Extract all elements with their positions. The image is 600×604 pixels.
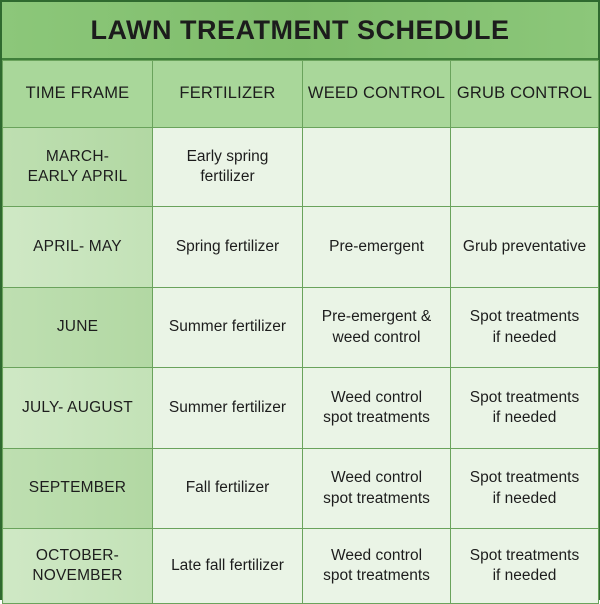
fertilizer-cell: Early spring fertilizer bbox=[153, 128, 303, 207]
weed-control-cell: Weed control spot treatments bbox=[303, 449, 451, 529]
header-row bbox=[3, 61, 599, 128]
weed-control-cell: Pre-emergent & weed control bbox=[303, 288, 451, 368]
fertilizer-cell: Late fall fertilizer bbox=[153, 529, 303, 604]
weed-control-cell: Weed control spot treatments bbox=[303, 529, 451, 604]
time-frame-cell: OCTOBER- NOVEMBER bbox=[3, 529, 153, 604]
table-row bbox=[3, 128, 599, 207]
time-frame-cell: MARCH- EARLY APRIL bbox=[3, 128, 153, 207]
weed-control-cell bbox=[303, 128, 451, 207]
fertilizer-cell: Summer fertilizer bbox=[153, 288, 303, 368]
table-row bbox=[3, 368, 599, 449]
grub-control-cell bbox=[451, 128, 599, 207]
page-title: LAWN TREATMENT SCHEDULE bbox=[2, 2, 598, 60]
time-frame-cell: JULY- AUGUST bbox=[3, 368, 153, 449]
column-header-fertilizer: FERTILIZER bbox=[153, 61, 303, 128]
column-header-grub-control: GRUB CONTROL bbox=[451, 61, 599, 128]
grub-control-cell: Spot treatments if needed bbox=[451, 288, 599, 368]
column-header-weed-control: WEED CONTROL bbox=[303, 61, 451, 128]
table-row bbox=[3, 449, 599, 529]
grub-control-cell: Spot treatments if needed bbox=[451, 368, 599, 449]
schedule-table bbox=[2, 60, 599, 604]
column-header-time-frame: TIME FRAME bbox=[3, 61, 153, 128]
time-frame-cell: SEPTEMBER bbox=[3, 449, 153, 529]
time-frame-cell: APRIL- MAY bbox=[3, 207, 153, 288]
fertilizer-cell: Summer fertilizer bbox=[153, 368, 303, 449]
grub-control-cell: Grub preventative bbox=[451, 207, 599, 288]
table-row bbox=[3, 207, 599, 288]
grub-control-cell: Spot treatments if needed bbox=[451, 529, 599, 604]
weed-control-cell: Weed control spot treatments bbox=[303, 368, 451, 449]
grub-control-cell: Spot treatments if needed bbox=[451, 449, 599, 529]
fertilizer-cell: Spring fertilizer bbox=[153, 207, 303, 288]
table-row bbox=[3, 529, 599, 604]
table-row bbox=[3, 288, 599, 368]
weed-control-cell: Pre-emergent bbox=[303, 207, 451, 288]
time-frame-cell: JUNE bbox=[3, 288, 153, 368]
fertilizer-cell: Fall fertilizer bbox=[153, 449, 303, 529]
